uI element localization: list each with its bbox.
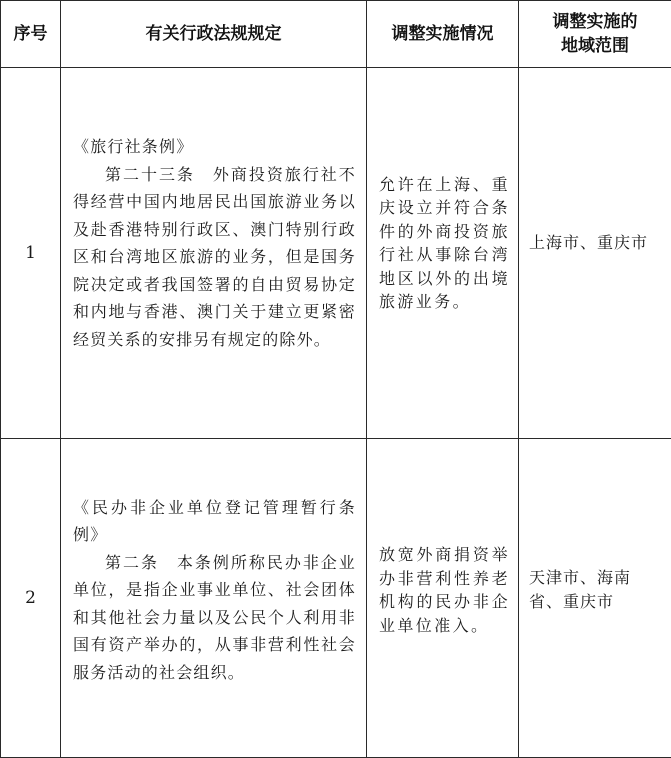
header-regulation: 有关行政法规规定 [61,1,367,68]
row-adjustment [367,439,519,758]
row-regulation [61,68,367,439]
row-area [519,439,671,758]
regulation-title: 《民办非企业单位登记管理暂行条例》 [73,498,356,545]
row-serial-number: 2 [1,439,61,758]
table-header-row [1,1,671,68]
header-area [519,1,671,68]
adjustment-text: 放宽外商捐资举办非营利性养老机构的民办非企业单位准入。 [379,545,510,635]
table-row [1,68,671,439]
header-adjustment: 调整实施情况 [367,1,519,68]
regulation-title: 《旅行社条例》 [73,137,193,156]
regulation-body: 第二十三条 外商投资旅行社不得经营中国内地居民出国旅游业务以及赴香港特别行政区、澳门特别行政区和台湾地区旅游的业务，但是国务院决定或者我国签署的自由贸易协定和内地与香港、澳门关于建立更紧密经贸关系的安排另有规定的除外。 [73,161,356,354]
adjustment-text: 允许在上海、重庆设立并符合条件的外商投资旅行社从事除台湾地区以外的出境旅游业务。 [379,175,510,312]
row-regulation [61,439,367,758]
header-serial-number: 序号 [1,1,61,68]
regulation-body: 第二条 本条例所称民办非企业单位，是指企业事业单位、社会团体和其他社会力量以及公民个人利用非国有资产举办的，从事非营利性社会服务活动的社会组织。 [73,549,356,687]
row-serial-number: 1 [1,68,61,439]
table-row [1,439,671,758]
row-area [519,68,671,439]
header-area-text: 调整实施的地域范围 [519,10,671,58]
area-text: 天津市、海南省、重庆市 [529,568,631,611]
row-adjustment [367,68,519,439]
area-text: 上海市、重庆市 [529,233,648,252]
